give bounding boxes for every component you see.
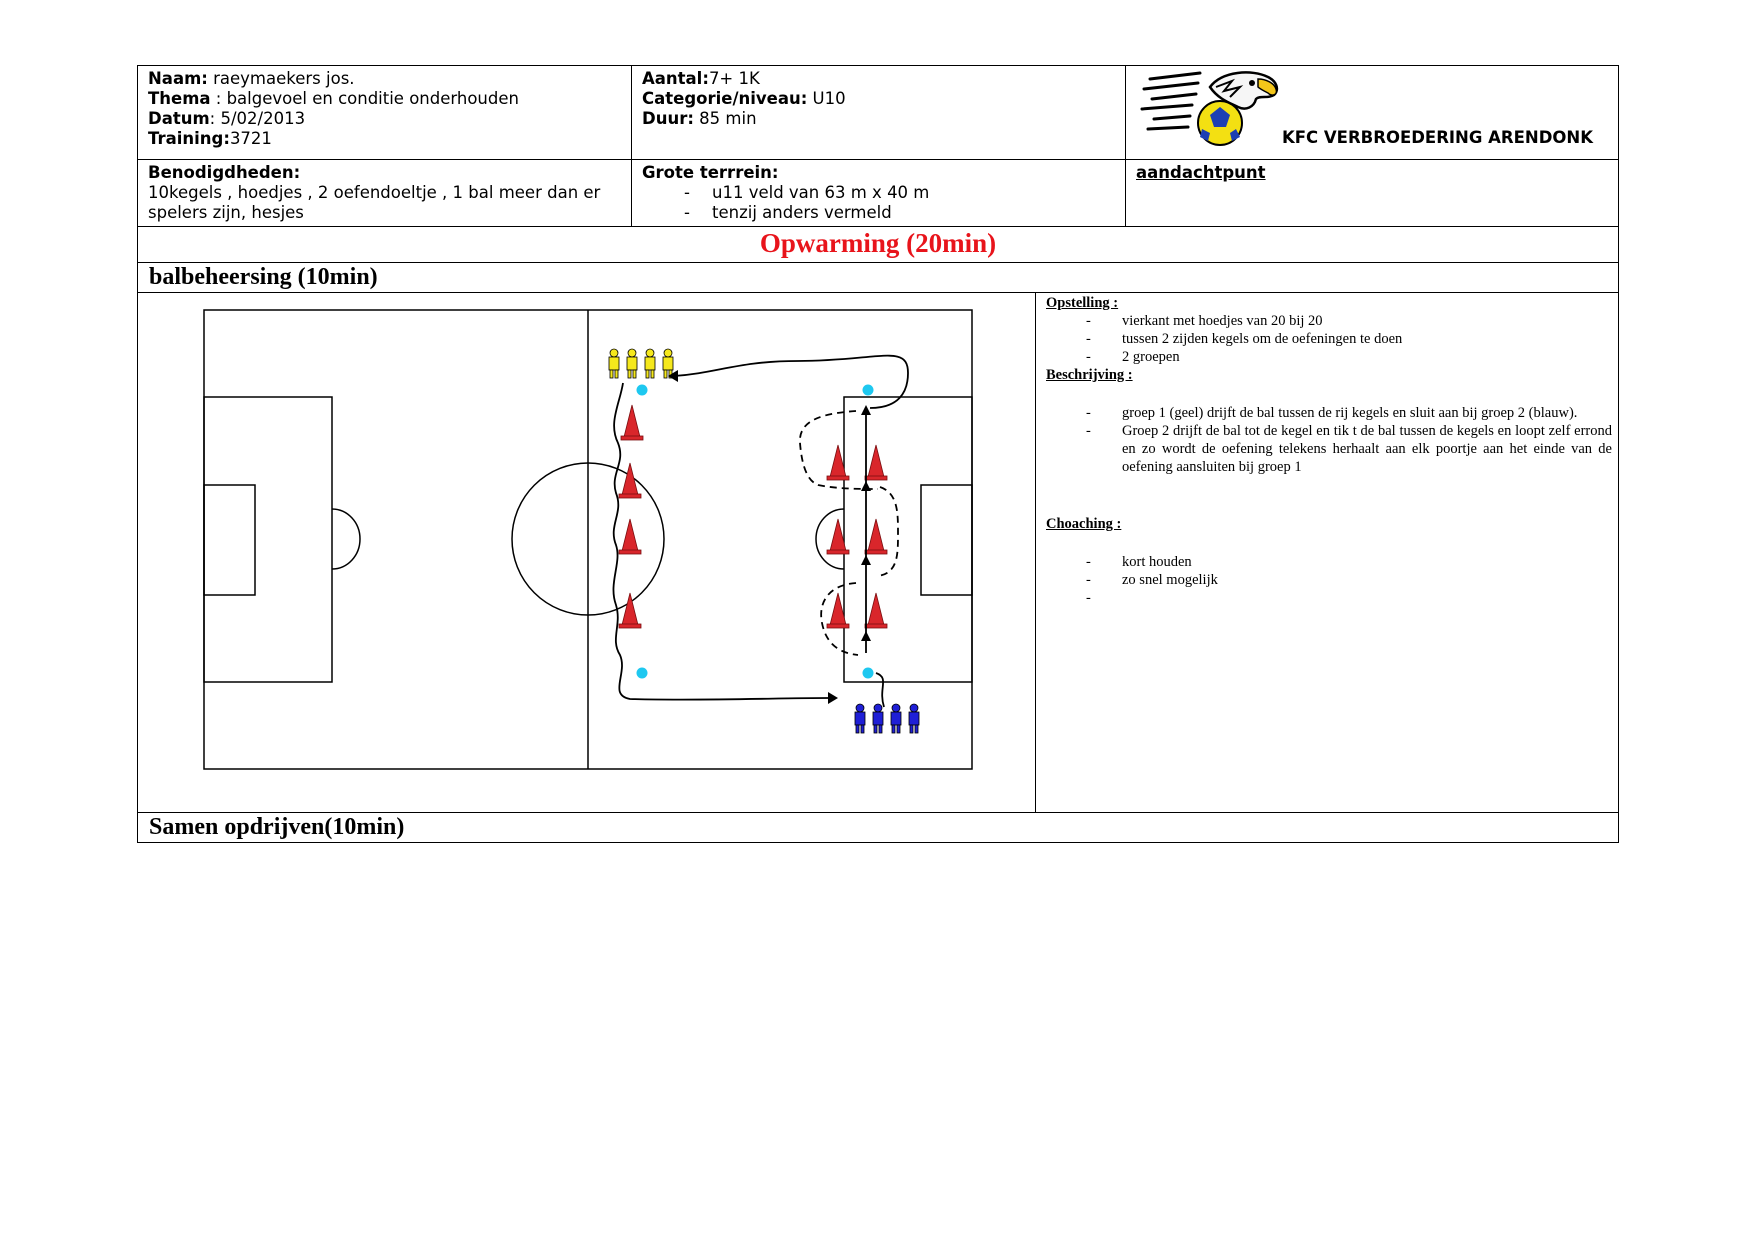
player-icon [855,704,865,733]
coaching-item: - zo snel mogelijk [1086,572,1218,588]
categorie-label: Categorie/niveau: [642,89,808,108]
materials-label: Benodigdheden: [148,163,301,182]
cone-icon [619,519,641,554]
aantal-value: 7+ 1K [708,69,760,88]
datum-label: Datum [148,109,210,128]
exercise-diagram [138,293,1034,812]
duur-label: Duur: [642,109,694,128]
naam-value: raeymaekers jos. [207,69,355,88]
left-goal-area [204,485,255,595]
left-penalty-arc [332,509,360,569]
materials-cell [138,161,630,225]
section1-title: balbeheersing (10min) [149,264,378,290]
coaching-label: Choaching : [1046,516,1122,532]
attention-label: aandachtpunt [1136,163,1266,182]
warmup-title: Opwarming (20min) [759,228,997,258]
attention-cell [1126,161,1618,185]
terrain-cell [632,161,1124,225]
datum-value: : 5/02/2013 [209,109,306,128]
beschrijving-item: - groep 1 (geel) drijft de bal tussen de rij kegels en sluit aan bij groep 2 (blauw). [1086,405,1578,421]
section2-title: Samen opdrijven(10min) [149,814,405,840]
thema-label: Thema [148,89,211,108]
cone-icon [865,593,887,628]
player-icon [645,349,655,378]
terrain-label: Grote terrrein: [642,163,779,182]
marker-dot-icon [637,668,648,679]
thema-value: : balgevoel en conditie onderhouden [210,89,519,108]
run-path-2 [878,487,898,576]
instructions-panel [1046,294,1612,607]
coaching-item: - [1086,590,1091,606]
club-logo [1140,67,1285,147]
training-value: 3721 [229,129,272,148]
start-path-group2 [876,673,884,707]
opstelling-item: - 2 groepen [1086,349,1180,365]
categorie-value: U10 [807,89,846,108]
marker-dot-icon [637,385,648,396]
duur-value: 85 min [693,109,757,128]
aantal-label: Aantal: [642,69,709,88]
cone-icon [827,519,849,554]
dribble-path-group1 [613,383,828,700]
marker-dot-icon [863,668,874,679]
naam-label: Naam: [148,69,208,88]
left-penalty-area [204,397,332,682]
cone-icon [827,445,849,480]
trainer-info-cell [138,67,630,151]
player-icon [609,349,619,378]
opstelling-item: - vierkant met hoedjes van 20 bij 20 [1086,313,1323,329]
eagle-football-logo-icon [1140,67,1285,147]
opstelling-label: Opstelling : [1046,295,1119,311]
beschrijving-item: - Groep 2 drijft de bal tot de kegel en tik t de bal tussen de kegels en loopt zelf errond en zo wordt de oefening telekens herhaalt aan elk poortje aan het einde van de oefening aansluiten bij groep 1 [1086,423,1612,475]
materials-text: 10kegels , hoedjes , 2 oefendoeltje , 1 bal meer dan er spelers zijn, hesjes [148,183,601,222]
player-icon [891,704,901,733]
terrain-item: - u11 veld van 63 m x 40 m [684,183,930,202]
cone-icon [827,593,849,628]
cone-icon [865,519,887,554]
player-icon [663,349,673,378]
player-icon [627,349,637,378]
football-pitch-diagram [138,293,1034,812]
return-path [674,356,908,408]
terrain-item: - tenzij anders vermeld [684,203,892,222]
cone-icon [619,463,641,498]
cone-icon [619,593,641,628]
cone-icon [621,405,643,440]
cone-icon [865,445,887,480]
marker-dot-icon [863,385,874,396]
right-goal-area [921,485,972,595]
session-info-cell [632,67,1124,131]
opstelling-item: - tussen 2 zijden kegels om de oefeningen te doen [1086,331,1403,347]
club-name: KFC VERBROEDERING ARENDONK [1282,128,1594,147]
player-icon [873,704,883,733]
coaching-item: - kort houden [1086,554,1192,570]
beschrijving-label: Beschrijving : [1046,367,1133,383]
player-icon [909,704,919,733]
training-label: Training: [148,129,230,148]
